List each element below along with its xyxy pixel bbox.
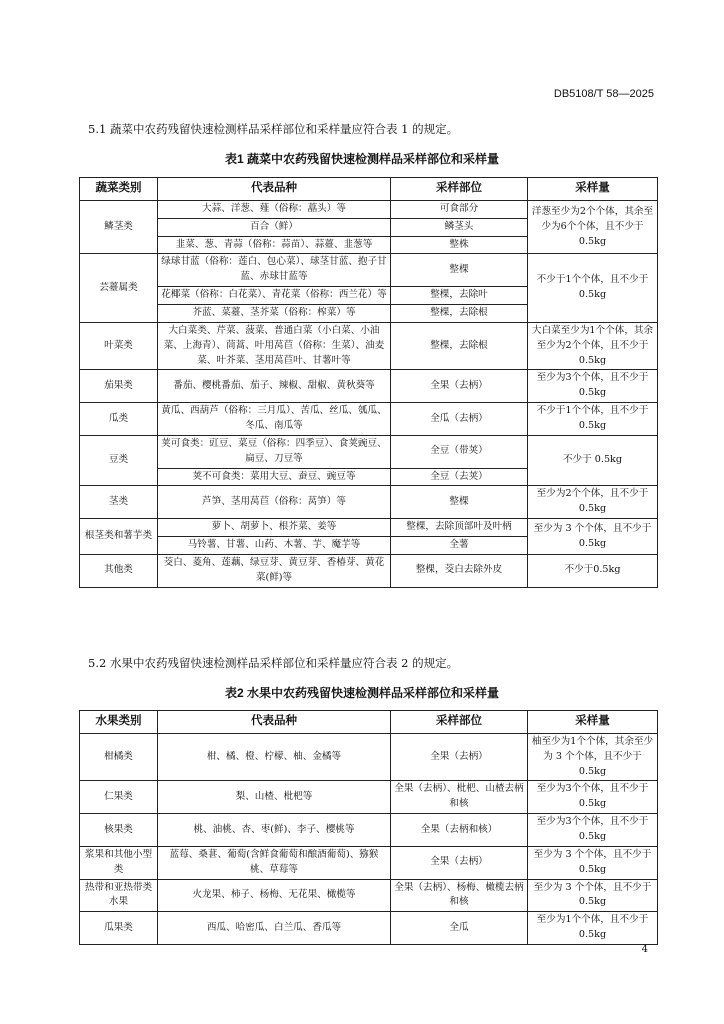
category-cell: 浆果和其他小型类 (80, 846, 158, 879)
table2-header: 代表品种 (158, 711, 391, 734)
variety-cell: 黄瓜、西葫芦（俗称：三月瓜）、苦瓜、丝瓜、瓠瓜、冬瓜、南瓜等 (158, 403, 391, 436)
category-cell: 茎类 (80, 486, 158, 519)
table-row (80, 519, 658, 537)
variety-cell: 茭白、菱角、莲藕、绿豆芽、黄豆芽、香椿芽、黄花菜(鲜)等 (158, 554, 391, 587)
category-cell: 茄果类 (80, 370, 158, 403)
part-cell: 全果（去柄和核） (391, 814, 528, 847)
part-cell: 整棵，茭白去除外皮 (391, 554, 528, 587)
part-cell: 全瓜 (391, 912, 528, 945)
table-row (80, 254, 658, 287)
amount-cell: 至少为2个个体，且不少于 0.5kg (528, 486, 658, 519)
part-cell: 全薯 (391, 537, 528, 555)
variety-cell: 花椰菜（俗称：白花菜）、青花菜（俗称：西兰花）等 (158, 287, 391, 305)
table2-header: 采样部位 (391, 711, 528, 734)
variety-cell: 马铃薯、甘薯、山药、木薯、芋、魔芋等 (158, 537, 391, 555)
table-row (80, 781, 658, 814)
variety-cell: 火龙果、柿子、杨梅、无花果、橄榄等 (158, 879, 391, 912)
table1-header: 采样部位 (391, 178, 528, 201)
table2-header: 采样量 (528, 711, 658, 734)
table-row (80, 486, 658, 519)
category-cell: 鳞茎类 (80, 200, 158, 254)
category-cell: 仁果类 (80, 781, 158, 814)
category-cell: 热带和亚热带类水果 (80, 879, 158, 912)
table2-header-row (80, 711, 658, 734)
document-number: DB5108/T 58—2025 (553, 88, 654, 100)
variety-cell: 番茄、樱桃番茄、茄子、辣椒、甜椒、黄秋葵等 (158, 370, 391, 403)
table-row (80, 733, 658, 781)
category-cell: 瓜果类 (80, 912, 158, 945)
table1-header: 蔬菜类别 (80, 178, 158, 201)
amount-cell: 不少于 0.5kg (528, 435, 658, 486)
table-row (80, 879, 658, 912)
part-cell: 整棵 (391, 254, 528, 287)
category-cell: 核果类 (80, 814, 158, 847)
amount-cell: 大白菜至少为1个个体，其余至少为2个个体，且不少于 0.5kg (528, 322, 658, 370)
variety-cell: 桃、油桃、杏、枣(鲜)、李子、樱桃等 (158, 814, 391, 847)
part-cell: 全果（去柄）、枇杷、山楂去柄和核 (391, 781, 528, 814)
part-cell: 整棵，去除叶 (391, 287, 528, 305)
amount-cell: 至少为3个个体，且不少于 0.5kg (528, 370, 658, 403)
variety-cell: 蓝莓、桑葚、葡萄(含鲜食葡萄和酿酒葡萄)、猕猴桃、草莓等 (158, 846, 391, 879)
category-cell: 根茎类和薯芋类 (80, 519, 158, 555)
part-cell: 全豆（去荚） (391, 468, 528, 486)
variety-cell: 绿球甘蓝（俗称：莲白、包心菜）、球茎甘蓝、抱子甘蓝、赤球甘蓝等 (158, 254, 391, 287)
variety-cell: 荚可食类：豇豆、菜豆（俗称：四季豆）、食荚豌豆、扁豆、刀豆等 (158, 435, 391, 468)
part-cell: 全果（去柄） (391, 733, 528, 781)
table-row (80, 435, 658, 468)
variety-cell: 韭菜、葱、青蒜（俗称：蒜苗）、蒜薹、韭葱等 (158, 236, 391, 254)
part-cell: 全果（去柄） (391, 846, 528, 879)
variety-cell: 大蒜、洋葱、薤（俗称：藠头）等 (158, 200, 391, 218)
variety-cell: 芦笋、茎用莴苣（俗称：莴笋）等 (158, 486, 391, 519)
part-cell: 全果（去柄）、杨梅、橄榄去柄和核 (391, 879, 528, 912)
part-cell: 全豆（带荚） (391, 435, 528, 468)
variety-cell: 柑、橘、橙、柠檬、柚、金橘等 (158, 733, 391, 781)
category-cell: 瓜类 (80, 403, 158, 436)
table-row (80, 200, 658, 218)
category-cell: 柑橘类 (80, 733, 158, 781)
part-cell: 可食部分 (391, 200, 528, 218)
table-row (80, 403, 658, 436)
amount-cell: 不少于1个个体，且不少于 0.5kg (528, 254, 658, 322)
table-row (80, 322, 658, 370)
category-cell: 叶菜类 (80, 322, 158, 370)
table-row (80, 814, 658, 847)
amount-cell: 不少于1个个体，且不少于 0.5kg (528, 403, 658, 436)
variety-cell: 大白菜类、芹菜、菠菜、普通白菜（小白菜、小油菜、上海青）、茼蒿、叶用莴苣（俗称：生菜）、油麦菜、叶芥菜、茎用莴苣叶、甘薯叶等 (158, 322, 391, 370)
table-row (80, 846, 658, 879)
part-cell: 鳞茎头 (391, 218, 528, 236)
amount-cell: 至少为1个个体，且不少于 0.5kg (528, 912, 658, 945)
variety-cell: 荚不可食类：菜用大豆、蚕豆、豌豆等 (158, 468, 391, 486)
part-cell: 整棵，去除顶部叶及叶柄 (391, 519, 528, 537)
part-cell: 整棵，去除根 (391, 322, 528, 370)
page-number: 4 (641, 944, 648, 955)
category-cell: 豆类 (80, 435, 158, 486)
variety-cell: 梨、山楂、枇杷等 (158, 781, 391, 814)
part-cell: 整棵，去除根 (391, 304, 528, 322)
table2-caption: 表2 水果中农药残留快速检测样品采样部位和采样量 (224, 686, 499, 700)
table-row (80, 912, 658, 945)
category-cell: 芸薹属类 (80, 254, 158, 322)
variety-cell: 芥蓝、菜薹、茎芥菜（俗称：榨菜）等 (158, 304, 391, 322)
table2-header: 水果类别 (80, 711, 158, 734)
table1-vegetable-sampling (79, 177, 658, 588)
section-5-1-text: 5.1 蔬菜中农药残留快速检测样品采样部位和采样量应符合表 1 的规定。 (88, 122, 459, 136)
part-cell: 全瓜（去柄） (391, 403, 528, 436)
amount-cell: 至少为3个个体，且不少于 0.5kg (528, 814, 658, 847)
table1-caption: 表1 蔬菜中农药残留快速检测样品采样部位和采样量 (224, 152, 499, 166)
table1-header: 代表品种 (158, 178, 391, 201)
table-row (80, 554, 658, 587)
amount-cell: 至少为3个个体，且不少于 0.5kg (528, 781, 658, 814)
part-cell: 整棵 (391, 486, 528, 519)
table2-fruit-sampling (79, 710, 658, 945)
amount-cell: 至少为 3 个个体，且不少于 0.5kg (528, 846, 658, 879)
category-cell: 其他类 (80, 554, 158, 587)
table1-header-row (80, 178, 658, 201)
table1-header: 采样量 (528, 178, 658, 201)
variety-cell: 萝卜、胡萝卜、根芥菜、姜等 (158, 519, 391, 537)
amount-cell: 至少为 3 个个体，且不少于 0.5kg (528, 519, 658, 555)
amount-cell: 至少为 3 个个体，且不少于 0.5kg (528, 879, 658, 912)
amount-cell: 洋葱至少为2个个体，其余至少为6个个体，且不少于 0.5kg (528, 200, 658, 254)
table-row (80, 370, 658, 403)
part-cell: 整株 (391, 236, 528, 254)
amount-cell: 柚至少为1个个体，其余至少为 3 个个体，且不少于 0.5kg (528, 733, 658, 781)
part-cell: 全果（去柄） (391, 370, 528, 403)
variety-cell: 百合（鲜） (158, 218, 391, 236)
section-5-2-text: 5.2 水果中农药残留快速检测样品采样部位和采样量应符合表 2 的规定。 (88, 656, 459, 670)
variety-cell: 西瓜、哈密瓜、白兰瓜、香瓜等 (158, 912, 391, 945)
amount-cell: 不少于0.5kg (528, 554, 658, 587)
